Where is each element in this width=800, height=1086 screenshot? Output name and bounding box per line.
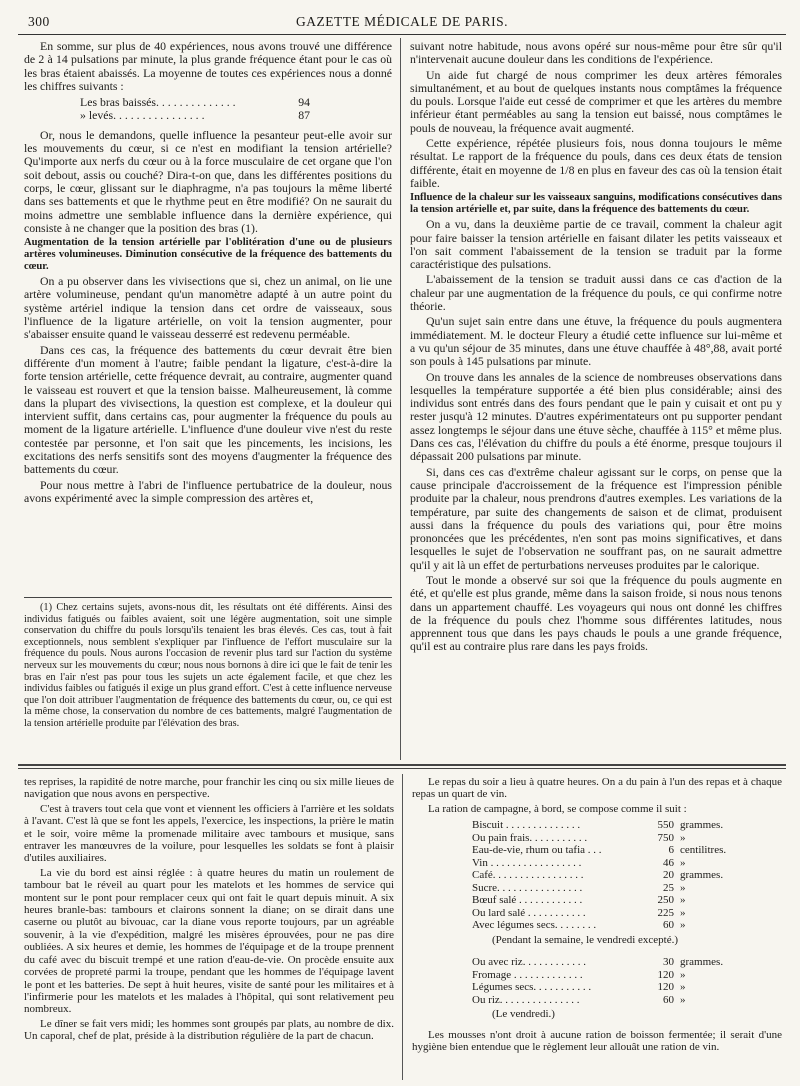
section-divider	[18, 764, 786, 766]
paragraph: La ration de campagne, à bord, se compose comme il suit :	[428, 802, 687, 815]
page-header	[18, 8, 786, 35]
paragraph: Pour nous mettre à l'abri de l'influence pertubatrice de la douleur, nous avons expérimenté avec la simple compression des artères et,	[24, 477, 392, 505]
section-heading: Augmentation de la tension artérielle par l'oblitération d'une ou de plusieurs artères volumineuses. Diminution consécutive de la fréquence des battements du cœur.	[24, 237, 392, 273]
paragraph: On trouve dans les annales de la science de nombreuses observations dans lesquelles la température supportée a été bien plus considérable; ainsi des individus sont entrés dans des fours pendant que le pain y cuisait et ont pu y rester jusqu'à 12 minutes. D'autres expérimentateurs ont pu supporter pendant assez longtemps le séjour dans une étuve sèche, chauffée à 115° et même plus. Dans ces cas, l'élévation du chiffre du pouls a été énorme, presque toujours il dépassait 200 pulsations par minute.	[410, 369, 782, 464]
table-row: Biscuit . . . . . . . . . . . . . . 550 grammes.	[472, 819, 724, 832]
table-row: Vin . . . . . . . . . . . . . . . . . 46 »	[472, 856, 686, 869]
paragraph: Si, dans ces cas d'extrême chaleur agissant sur le corps, on pense que la cause principale d'accroissement de la fréquence est l'impression pénible produite par la chaleur, nous prendrons d'autres exemples. Les variations de la température, par suite des changements de saison et de climat, produisent aussi dans la fréquence du pouls des variations qui, pour être moins prononcées que les précédentes, n'en sont pas moins significatives, et dans lesquelles le sujet de l'observation ne souffrant pas, on ne saurait admettre qu'il y ait là un effet de perturbations nerveuses produites par le calorique.	[410, 464, 782, 572]
table-row: Ou lard salé . . . . . . . . . . . 225 »	[472, 906, 686, 919]
table-row: Ou avec riz. . . . . . . . . . . . 30 grammes.	[472, 956, 724, 969]
paragraph: Qu'un sujet sain entre dans une étuve, la fréquence du pouls augmentera immédiatement. M. le docteur Fleury a étudié cette influence sur lui-même et a vu qu'un séjour de 35 minutes, dans une étuve chauffée à 48°,88, avait porté son pouls à 145 pulsations par minute.	[410, 314, 782, 369]
table-row: Fromage . . . . . . . . . . . . . 120 »	[472, 968, 686, 981]
section-divider-thin	[18, 768, 786, 769]
paragraph: tes reprises, la rapidité de notre marche, pour franchir les cinq ou six mille lieues de navigation que nous avons en perspective.	[24, 776, 394, 801]
paragraph: Cette expérience, répétée plusieurs fois, nous donna toujours le même résultat. Le rapport de la fréquence du pouls, dans ces deux états de tension différente, était en moyenne de 1/8 en plus en faveur des cas où la tension était faible.	[410, 136, 782, 190]
paragraph: On a pu observer dans les vivisections que si, chez un animal, on lie une artère volumineuse, pendant qu'un manomètre adapté à un autre point du système artériel indique la tension dans cet ordre de vaisseaux, sous l'influence de la ligature artérielle, on voit la tension augmenter, pour s'abaisser ensuite quand le vaisseau desserré est redevenu perméable.	[24, 274, 392, 342]
pulse-table	[80, 96, 392, 123]
paragraph: Le dîner se fait vers midi; les hommes sont groupés par plats, au nombre de dix. Un caporal, chef de plat, préside à la distribution régulière de la part de chacun.	[24, 1017, 394, 1043]
paragraph: Un aide fut chargé de nous comprimer les deux artères fémorales simultanément, et au bout de quelques instants nous comptâmes la fréquence du pouls. Lorsque l'aide eut cessé de comprimer et que les artères du membre inférieur étant perméables au sang la tension eut baissé, nous comptâmes le pouls de nouveau, la fréquence avait augmenté.	[410, 67, 782, 135]
footnote	[24, 602, 392, 754]
ration-table	[472, 819, 782, 1021]
paragraph: Or, nous le demandons, quelle influence la pesanteur peut-elle avoir sur les mouvements du cœur, si ce n'est en modifiant la tension artérielle? Qu'importe aux nerfs du cœur ou à la force musculaire de cet organe que l'on soit debout, assis ou couché? Dira-t-on que, dans les différentes positions du corps, le cœur, glissant sur le diaphragme, n'a pas toujours la même liberté dans ses battements et que le rhythme peut en être modifié? On ne saurait du moins admettre une semblable influence dans la dernière expérience, qui consiste à ne changer que la position des bras (1).	[24, 127, 392, 235]
footnote-divider	[24, 597, 392, 598]
journal-title: GAZETTE MÉDICALE DE PARIS.	[296, 14, 508, 29]
table-row: Avec légumes secs. . . . . . . . 60 »	[472, 919, 686, 932]
table-row: Bœuf salé . . . . . . . . . . . . 250 »	[472, 894, 686, 907]
bottom-right-column	[412, 776, 782, 1080]
paragraph: Les mousses n'ont droit à aucune ration de boisson fermentée; il serait d'une hygiène bien entendue que le règlement leur allouât une ration de vin.	[412, 1028, 782, 1054]
ration-note: (Pendant la semaine, le vendredi excepté.)	[492, 933, 679, 946]
table-row: Les bras baissés. . . . . . . . . . . . . . 94	[80, 95, 310, 110]
paragraph: En somme, sur plus de 40 expériences, nous avons trouvé une différence de 2 à 14 pulsations par minute, la plus grande fréquence étant pour le cas où les bras étaient abaissés. La moyenne de toutes ces expériences nous a donné les chiffres suivants :	[24, 40, 392, 93]
column-divider-bottom	[402, 774, 403, 1080]
table-row: Café. . . . . . . . . . . . . . . . . 20 grammes.	[472, 869, 724, 882]
paragraph: suivant notre habitude, nous avons opéré sur nous-même pour être sûr qu'il n'intervenait aucune douleur dans les conditions de l'expérience.	[410, 40, 782, 67]
table-row: Eau-de-vie, rhum ou tafia . . . 6 centilitres.	[472, 844, 727, 857]
paragraph: Le repas du soir a lieu à quatre heures. On a du pain à l'un des repas et à chaque repas un quart de vin.	[412, 776, 782, 801]
paragraph: La vie du bord est ainsi réglée : à quatre heures du matin un roulement de tambour bat le réveil au quart pour les matelots et les hommes de service qui montent sur le pont pour remplacer ceux qui ont fait le quart depuis minuit. A six heures branle-bas: tambours et clairons sonnent la diane; on se dirait dans une caserne ou plutôt au bivouac, car la diane vous reporte toujours, par un agréable souvenir, à la vie d'expédition, malgré les misères éprouvées, pour ne pas dire oubliées. A six heures et demie, les hommes de l'équipage et de la troupe prennent du café avec du biscuit trempé et une ration d'eau-de-vie. On procède ensuite aux corvées de propreté parmi la troupe, pendant que les hommes de l'équipage lavent le pont et les batteries. De sept à huit heures, visite de santé pour les militaires et à l'infirmerie pour les matelots et les malades à l'hôpital, qui sont relativement peu nombreux.	[24, 866, 394, 1016]
paragraph: On a vu, dans la deuxième partie de ce travail, comment la chaleur agit pour faire baisser la tension artérielle en faisant dilater les petits vaisseaux et l'on sait comment l'abaissement de la tension se traduit par la forme caractéristique des pulsations.	[410, 217, 782, 272]
table-row: Légumes secs. . . . . . . . . . . 120 »	[472, 981, 686, 994]
paragraph: L'abaissement de la tension se traduit aussi dans ce cas d'action de la chaleur par une augmentation de la fréquence du pouls, ce qui confirme notre théorie.	[410, 272, 782, 314]
table-row: Ou riz. . . . . . . . . . . . . . . 60 »	[472, 993, 686, 1006]
paragraph: Dans ces cas, la fréquence des battements du cœur devrait être bien différente d'un moment à l'autre; faible pendant la ligature, c'est-à-dire la forte tension artérielle, cette fréquence devrait, au contraire, augmenter quand le vaisseau est rouvert et que la tension baisse. Malheureusement, là comme dans la plupart des vivisections, la question est complexe, et la douleur qui intervient suffit, dans certains cas, pour augmenter la fréquence du pouls au moment de la ligature artérielle. L'influence d'une douleur vive n'est du reste contestée par personne, et l'on sait que les pincements, les incisions, les excitations des nerfs sensitifs sont des moyens d'augmenter la fréquence des battements du cœur.	[24, 342, 392, 477]
footnote-text: (1) Chez certains sujets, avons-nous dit, les résultats ont été différents. Ainsi des individus fatigués ou faibles avaient, soit une légère augmentation, soit une simple conservation du chiffre du pouls lorsqu'ils tenaient les bras élevés. Ces cas, tout à fait exceptionnels, nous semblent s'expliquer par l'influence de l'effort musculaire sur la fréquence du pouls. Nous aurons l'occasion de revenir plus tard sur l'action du système nerveux sur les mouvements du cœur; nous nous bornons à dire ici que le fait de tenir les bras en l'air n'est pas pour tous les sujets un acte également facile, et que chez les individus faibles ou fatigués il exige un plus grand effort. C'est à cette influence nerveuse que l'on doit attribuer l'augmentation de fréquence des battements du cœur, ou, ce qui est la même chose, la conservation du nombre de ces battements, malgré l'augmentation de la tension artérielle produite par l'élévation des bras.	[24, 602, 392, 729]
left-column	[24, 40, 392, 592]
bottom-left-column	[24, 776, 394, 1080]
right-column	[410, 40, 782, 756]
ration-note: (Le vendredi.)	[492, 1008, 555, 1021]
column-divider	[400, 38, 401, 760]
table-row: » levés. . . . . . . . . . . . . . . . 87	[80, 108, 310, 123]
section-heading: Influence de la chaleur sur les vaisseaux sanguins, modifications consécutives dans la tension artérielle et, par suite, dans la fréquence des battements du cœur.	[410, 192, 782, 216]
table-row: Ou pain frais. . . . . . . . . . . 750 »	[472, 831, 686, 844]
table-row: Sucre. . . . . . . . . . . . . . . . 25 »	[472, 881, 686, 894]
paragraph: C'est à travers tout cela que vont et viennent les officiers à l'arrière et les soldats à l'avant. C'est là que se font les appels, l'exercice, les inspections, la prière le matin et le soir, voire même la promenade militaire avec tambours et musique, sans entraver les manœuvres de la voilure, pour lesquelles les soldats se font à plaisir d'utiles auxiliaires.	[24, 802, 394, 865]
paragraph: Tout le monde a observé sur soi que la fréquence du pouls augmente en été, et qu'elle est plus grande, même dans la saison froide, si nous nous tenons dans un appartement chauffé. Les voyageurs qui nous ont donné les chiffres de la fréquence du pouls chez l'homme sous différentes latitudes, nous apprennent tous que dans les pays chauds le pouls a une grande fréquence, qu'il est au contraire plus rare dans les pays froids.	[410, 572, 782, 654]
page-number: 300	[28, 14, 50, 29]
